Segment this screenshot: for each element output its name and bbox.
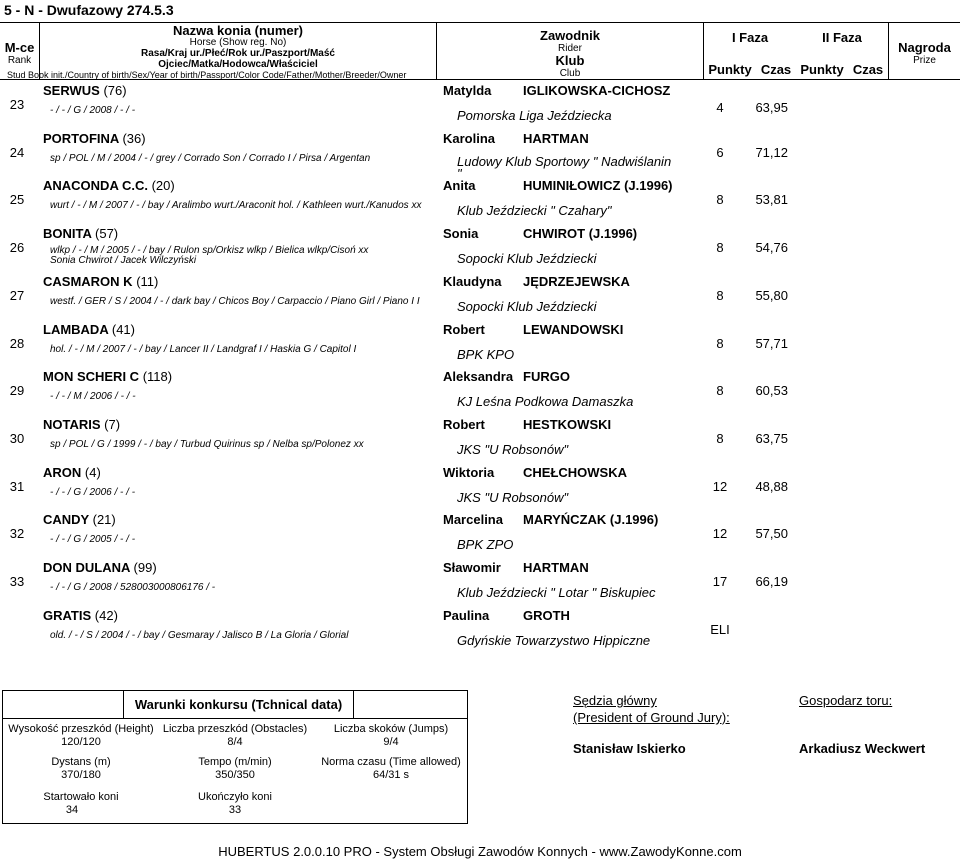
club-name: BPK KPO	[457, 347, 515, 362]
club-name: Pomorska Liga Jeździecka	[457, 108, 612, 123]
rider-first-name: Marcelina	[443, 512, 503, 527]
result-row	[0, 274, 960, 321]
horse-name	[43, 178, 175, 193]
horse-name-text: PORTOFINA	[43, 131, 119, 146]
club-name: Gdyńskie Towarzystwo Hippiczne	[457, 633, 651, 648]
rider-first-name: Sonia	[443, 226, 479, 241]
horse-number: (76)	[103, 83, 127, 98]
time-allowed-value: 64/31 s	[372, 769, 410, 781]
horse-name-text: ANACONDA C.C.	[43, 178, 148, 193]
phase1-time: 57,71	[755, 336, 788, 351]
result-row	[0, 417, 960, 464]
rider-last-name: JĘDRZEJEWSKA	[523, 274, 630, 289]
rider-first-name: Robert	[443, 417, 485, 432]
club-name: KJ Leśna Podkowa Damaszka	[457, 394, 634, 409]
jumps-label: Liczba skoków (Jumps)	[333, 723, 449, 735]
rank: 26	[9, 240, 25, 255]
phase1-points: 8	[716, 383, 724, 398]
rank: 32	[9, 526, 25, 541]
horse-description: sp / POL / G / 1999 / - / bay / Turbud Quirinus sp / Nelba sp/Polonez xx	[50, 439, 364, 450]
horse-number: (99)	[133, 560, 157, 575]
result-row	[0, 512, 960, 559]
prize-header-en: Prize	[913, 55, 936, 66]
horse-name	[43, 560, 157, 575]
host-name: Arkadiusz Weckwert	[799, 741, 926, 756]
club-name-continued: "	[457, 166, 462, 181]
distance-label: Dystans (m)	[51, 756, 111, 768]
club-header: Klub	[555, 53, 585, 68]
rider-first-name: Sławomir	[443, 560, 501, 575]
horse-description: - / - / G / 2008 / - / -	[50, 105, 136, 116]
judge-label-en: (President of Ground Jury):	[573, 710, 730, 725]
phase1-time: 48,88	[755, 479, 788, 494]
club-name: JKS "U Robsonów"	[457, 490, 569, 505]
conditions-title: Warunki konkursu (Tchnical data)	[134, 697, 343, 712]
horse-number: (21)	[92, 512, 116, 527]
rider-last-name: HUMINIŁOWICZ (J.1996)	[523, 178, 673, 193]
phase1-header: I Faza	[731, 30, 769, 45]
result-row	[0, 178, 960, 225]
horse-name	[43, 83, 127, 98]
phase2-header: II Faza	[822, 30, 862, 45]
phase1-points: 8	[716, 288, 724, 303]
horse-name	[43, 465, 101, 480]
horse-description: westf. / GER / S / 2004 / - / dark bay / Chicos Boy / Carpaccio / Piano Girl / Piano I I	[50, 296, 420, 307]
horse-name-text: SERWUS	[43, 83, 100, 98]
phase1-time: 66,19	[755, 574, 788, 589]
horse-description: wlkp / - / M / 2005 / - / bay / Rulon sp/Orkisz wlkp / Bielica wlkp/Cisoń xx	[50, 245, 369, 256]
rider-last-name: IGLIKOWSKA-CICHOSZ	[523, 83, 671, 98]
rider-last-name: GROTH	[523, 608, 570, 623]
horse-name	[43, 369, 172, 384]
phase1-time: 54,76	[755, 240, 788, 255]
prize-header: Nagroda	[898, 40, 951, 55]
studbook-header: Stud Book init./Country of birth/Sex/Year of birth/Passport/Color Code/Father/Mother/Breeder/Owner	[7, 70, 407, 80]
horse-number: (118)	[142, 369, 173, 384]
rank: 31	[9, 479, 25, 494]
horse-number: (42)	[94, 608, 118, 623]
horse-name	[43, 226, 118, 241]
rider-last-name: CHWIROT (J.1996)	[523, 226, 638, 241]
horse-description: - / - / G / 2008 / 528003000806176 / -	[50, 582, 216, 593]
horse-header: Nazwa konia (numer)	[172, 23, 304, 38]
horse-name-text: DON DULANA	[43, 560, 130, 575]
obstacles-label: Liczba przeszkód (Obstacles)	[162, 723, 308, 735]
horse-name	[43, 608, 118, 623]
horse-name-text: ARON	[43, 465, 82, 480]
result-row	[0, 608, 960, 655]
horse-number: (11)	[136, 274, 159, 289]
rank: 29	[9, 383, 25, 398]
tempo-label: Tempo (m/min)	[198, 756, 272, 768]
rank: 30	[9, 431, 25, 446]
phase1-points: 12	[712, 479, 728, 494]
rider-first-name: Klaudyna	[443, 274, 502, 289]
rider-last-name: HARTMAN	[523, 131, 589, 146]
horse-parents-header: Ojciec/Matka/Hodowca/Właściciel	[158, 59, 318, 70]
horse-number: (41)	[111, 322, 135, 337]
horse-number: (36)	[122, 131, 146, 146]
finished-label: Ukończyło koni	[198, 791, 272, 803]
jumps-value: 9/4	[383, 736, 399, 748]
club-name: BPK ZPO	[457, 537, 514, 552]
rank: 33	[9, 574, 25, 589]
phase1-time: 71,12	[755, 145, 788, 160]
rank: 27	[9, 288, 25, 303]
club-name: Sopocki Klub Jeździecki	[457, 299, 597, 314]
rider-last-name: FURGO	[523, 369, 570, 384]
result-row	[0, 322, 960, 369]
rank: 28	[9, 336, 25, 351]
rider-last-name: MARYŃCZAK (J.1996)	[523, 512, 659, 527]
horse-name	[43, 131, 146, 146]
horse-breed-header: Rasa/Kraj ur./Płeć/Rok ur./Paszport/Maść	[141, 48, 335, 59]
horse-description: old. / - / S / 2004 / - / bay / Gesmaray / Jalisco B / La Gloria / Glorial	[50, 630, 349, 641]
result-row	[0, 131, 960, 181]
rank: 23	[9, 97, 25, 112]
horse-name-text: GRATIS	[43, 608, 92, 623]
result-row	[0, 83, 960, 130]
phase1-time: 55,80	[755, 288, 788, 303]
rider-first-name: Robert	[443, 322, 485, 337]
result-row	[0, 465, 960, 512]
rider-first-name: Anita	[443, 178, 476, 193]
rider-first-name: Paulina	[443, 608, 490, 623]
horse-description: hol. / - / M / 2007 / - / bay / Lancer II / Landgraf I / Haskia G / Capitol I	[50, 344, 357, 355]
phase1-time-header: Czas	[760, 62, 792, 77]
horse-name-text: MON SCHERI C	[43, 369, 140, 384]
rider-first-name: Karolina	[443, 131, 496, 146]
phase1-points: 4	[716, 100, 724, 115]
table-header	[0, 22, 960, 80]
rank: 24	[9, 145, 25, 160]
judge-name: Stanisław Iskierko	[573, 741, 686, 756]
class-title: 5 - N - Dwufazowy 274.5.3	[4, 2, 174, 18]
result-row	[0, 560, 960, 607]
time-allowed-label: Norma czasu (Time allowed)	[321, 756, 461, 768]
height-value: 120/120	[61, 736, 101, 748]
club-name: Ludowy Klub Sportowy " Nadwiślanin	[457, 154, 672, 169]
tempo-value: 350/350	[215, 769, 255, 781]
club-name: JKS "U Robsonów"	[457, 442, 569, 457]
horse-description: wurt / - / M / 2007 / - / bay / Aralimbo wurt./Araconit hol. / Kathleen wurt./Kanudos xx	[50, 200, 422, 211]
phase1-points: 8	[716, 192, 724, 207]
club-name: Sopocki Klub Jeździecki	[457, 251, 597, 266]
rider-last-name: HESTKOWSKI	[523, 417, 612, 432]
phase1-time: 60,53	[755, 383, 788, 398]
horse-number: (20)	[151, 178, 175, 193]
judge-label: Sędzia główny	[573, 693, 657, 708]
horse-number: (57)	[95, 226, 119, 241]
horse-number: (7)	[104, 417, 121, 432]
phase1-points: 17	[712, 574, 728, 589]
phase1-points: 12	[712, 526, 728, 541]
box-rule	[2, 718, 468, 719]
phase1-time: 63,95	[755, 100, 788, 115]
phase1-points: 8	[716, 240, 724, 255]
horse-breeder-owner: Sonia Chwirot / Jacek Wilczyński	[50, 255, 197, 266]
horse-name-text: LAMBADA	[43, 322, 109, 337]
rider-first-name: Matylda	[443, 83, 492, 98]
phase1-points: 8	[716, 336, 724, 351]
phase2-points-header: Punkty	[800, 62, 844, 77]
phase1-points-header: Punkty	[708, 62, 752, 77]
distance-value: 370/180	[61, 769, 101, 781]
phase1-points: ELI	[710, 622, 730, 637]
rank-header: M-ce	[4, 40, 35, 55]
phase1-time: 63,75	[755, 431, 788, 446]
horse-description: - / - / G / 2005 / - / -	[50, 534, 136, 545]
height-label: Wysokość przeszkód (Height)	[8, 723, 154, 735]
horse-name	[43, 274, 158, 289]
footer: HUBERTUS 2.0.0.10 PRO - System Obsługi Zawodów Konnych - www.ZawodyKonne.com	[218, 844, 742, 859]
rank-header-en: Rank	[7, 55, 32, 66]
club-name: Klub Jeździecki " Lotar " Biskupiec	[457, 585, 656, 600]
started-label: Startowało koni	[43, 791, 119, 803]
horse-name-text: CANDY	[43, 512, 89, 527]
horse-name-text: CASMARON K	[43, 274, 133, 289]
rider-last-name: CHEŁCHOWSKA	[523, 465, 627, 480]
rider-first-name: Wiktoria	[443, 465, 495, 480]
horse-name-text: BONITA	[43, 226, 92, 241]
finished-value: 33	[228, 804, 242, 816]
horse-description: sp / POL / M / 2004 / - / grey / Corrado Son / Corrado I / Pirsa / Argentan	[50, 153, 371, 164]
club-name: Klub Jeździecki " Czahary"	[457, 203, 612, 218]
result-row	[0, 226, 960, 273]
phase2-time-header: Czas	[852, 62, 884, 77]
horse-header-en: Horse (Show reg. No)	[189, 37, 287, 48]
horse-description: - / - / G / 2006 / - / -	[50, 487, 136, 498]
started-value: 34	[65, 804, 79, 816]
horse-name-text: NOTARIS	[43, 417, 101, 432]
club-header-en: Club	[559, 68, 581, 79]
host-label: Gospodarz toru:	[799, 693, 893, 708]
horse-name	[43, 512, 116, 527]
box-divider	[353, 690, 354, 718]
rider-first-name: Aleksandra	[443, 369, 514, 384]
horse-name	[43, 322, 135, 337]
phase1-time: 53,81	[755, 192, 788, 207]
rider-header: Zawodnik	[540, 28, 600, 43]
rider-last-name: LEWANDOWSKI	[523, 322, 624, 337]
obstacles-value: 8/4	[227, 736, 243, 748]
rank: 25	[9, 192, 25, 207]
phase1-points: 6	[716, 145, 724, 160]
result-row	[0, 369, 960, 416]
phase1-points: 8	[716, 431, 724, 446]
horse-name	[43, 417, 120, 432]
rider-header-en: Rider	[558, 43, 582, 54]
phase1-time: 57,50	[755, 526, 788, 541]
horse-description: - / - / M / 2006 / - / -	[50, 391, 136, 402]
rider-last-name: HARTMAN	[523, 560, 589, 575]
horse-number: (4)	[84, 465, 101, 480]
